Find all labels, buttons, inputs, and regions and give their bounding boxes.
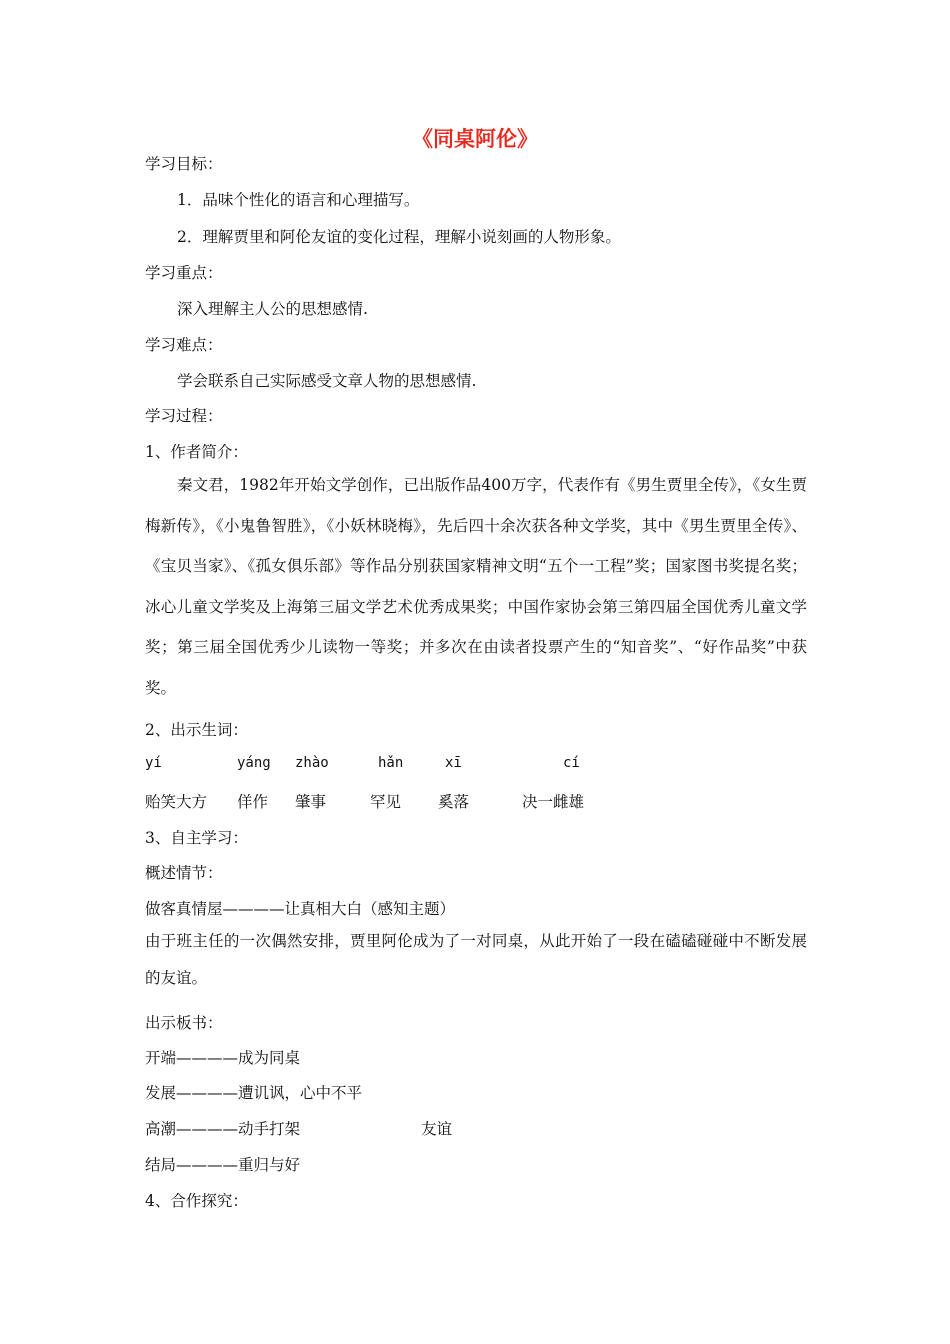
vocab-word: 贻笑大方 [145, 793, 208, 811]
goals-heading: 学习目标： [145, 155, 223, 173]
board-heading: 出示板书： [145, 1014, 223, 1032]
pinyin: hǎn [378, 755, 404, 771]
vocab-word: 佯作 [237, 793, 269, 811]
pinyin: xī [445, 755, 462, 771]
section1-heading: 1、作者简介： [145, 443, 248, 461]
pinyin: cí [563, 755, 580, 771]
goal-item-1: 1．品味个性化的语言和心理描写。 [177, 191, 420, 209]
pinyin: yáng [237, 755, 271, 771]
vocab-word: 决一雌雄 [522, 793, 585, 811]
pinyin: zhào [295, 755, 329, 771]
vocab-word: 肇事 [295, 793, 327, 811]
key-text: 深入理解主人公的思想感情. [177, 300, 368, 318]
board-item: 高潮————动手打架 [145, 1120, 301, 1138]
section2-heading: 2、出示生词： [145, 721, 248, 739]
page-title: 《同桌阿伦》 [412, 127, 538, 151]
process-heading: 学习过程： [145, 407, 223, 425]
board-item: 发展————遭讥讽，心中不平 [145, 1084, 363, 1102]
summary-subheading: 做客真情屋————让真相大白（感知主题） [145, 900, 456, 918]
pinyin: yí [145, 755, 162, 771]
difficulty-text: 学会联系自己实际感受文章人物的思想感情. [177, 372, 477, 390]
board-item: 结局————重归与好 [145, 1156, 301, 1174]
summary-text: 由于班主任的一次偶然安排，贾里阿伦成为了一对同桌，从此开始了一段在磕磕碰碰中不断发展的友谊。 [145, 932, 807, 987]
summary-heading: 概述情节： [145, 864, 223, 882]
goal-item-2: 2．理解贾里和阿伦友谊的变化过程，理解小说刻画的人物形象。 [177, 228, 621, 246]
section3-heading: 3、自主学习： [145, 829, 248, 847]
key-heading: 学习重点： [145, 264, 223, 282]
vocab-word: 罕见 [370, 793, 402, 811]
section4-heading: 4、合作探究： [145, 1192, 248, 1210]
board-item: 开端————成为同桌 [145, 1049, 301, 1067]
difficulty-heading: 学习难点： [145, 336, 223, 354]
vocab-word: 奚落 [438, 793, 470, 811]
board-label: 友谊 [421, 1120, 453, 1138]
author-intro: 秦文君，1982年开始文学创作，已出版作品400万字，代表作有《男生贾里全传》，《女生贾梅新传》，《小鬼鲁智胜》，《小妖林晓梅》，先后四十余次获各种文学奖，其中《男生贾里全传》、《宝贝当家》、《孤女俱乐部》等作品分别获国家精神文明“五个一工程”奖；国家图书奖提名奖；冰心儿童文学奖及上海第三届文学艺术优秀成果奖；中国作家协会第三第四届全国优秀儿童文学奖；第三届全国优秀少儿读物一等奖；并多次在由读者投票产生的“知音奖”、“好作品奖”中获奖。 [145, 476, 807, 697]
